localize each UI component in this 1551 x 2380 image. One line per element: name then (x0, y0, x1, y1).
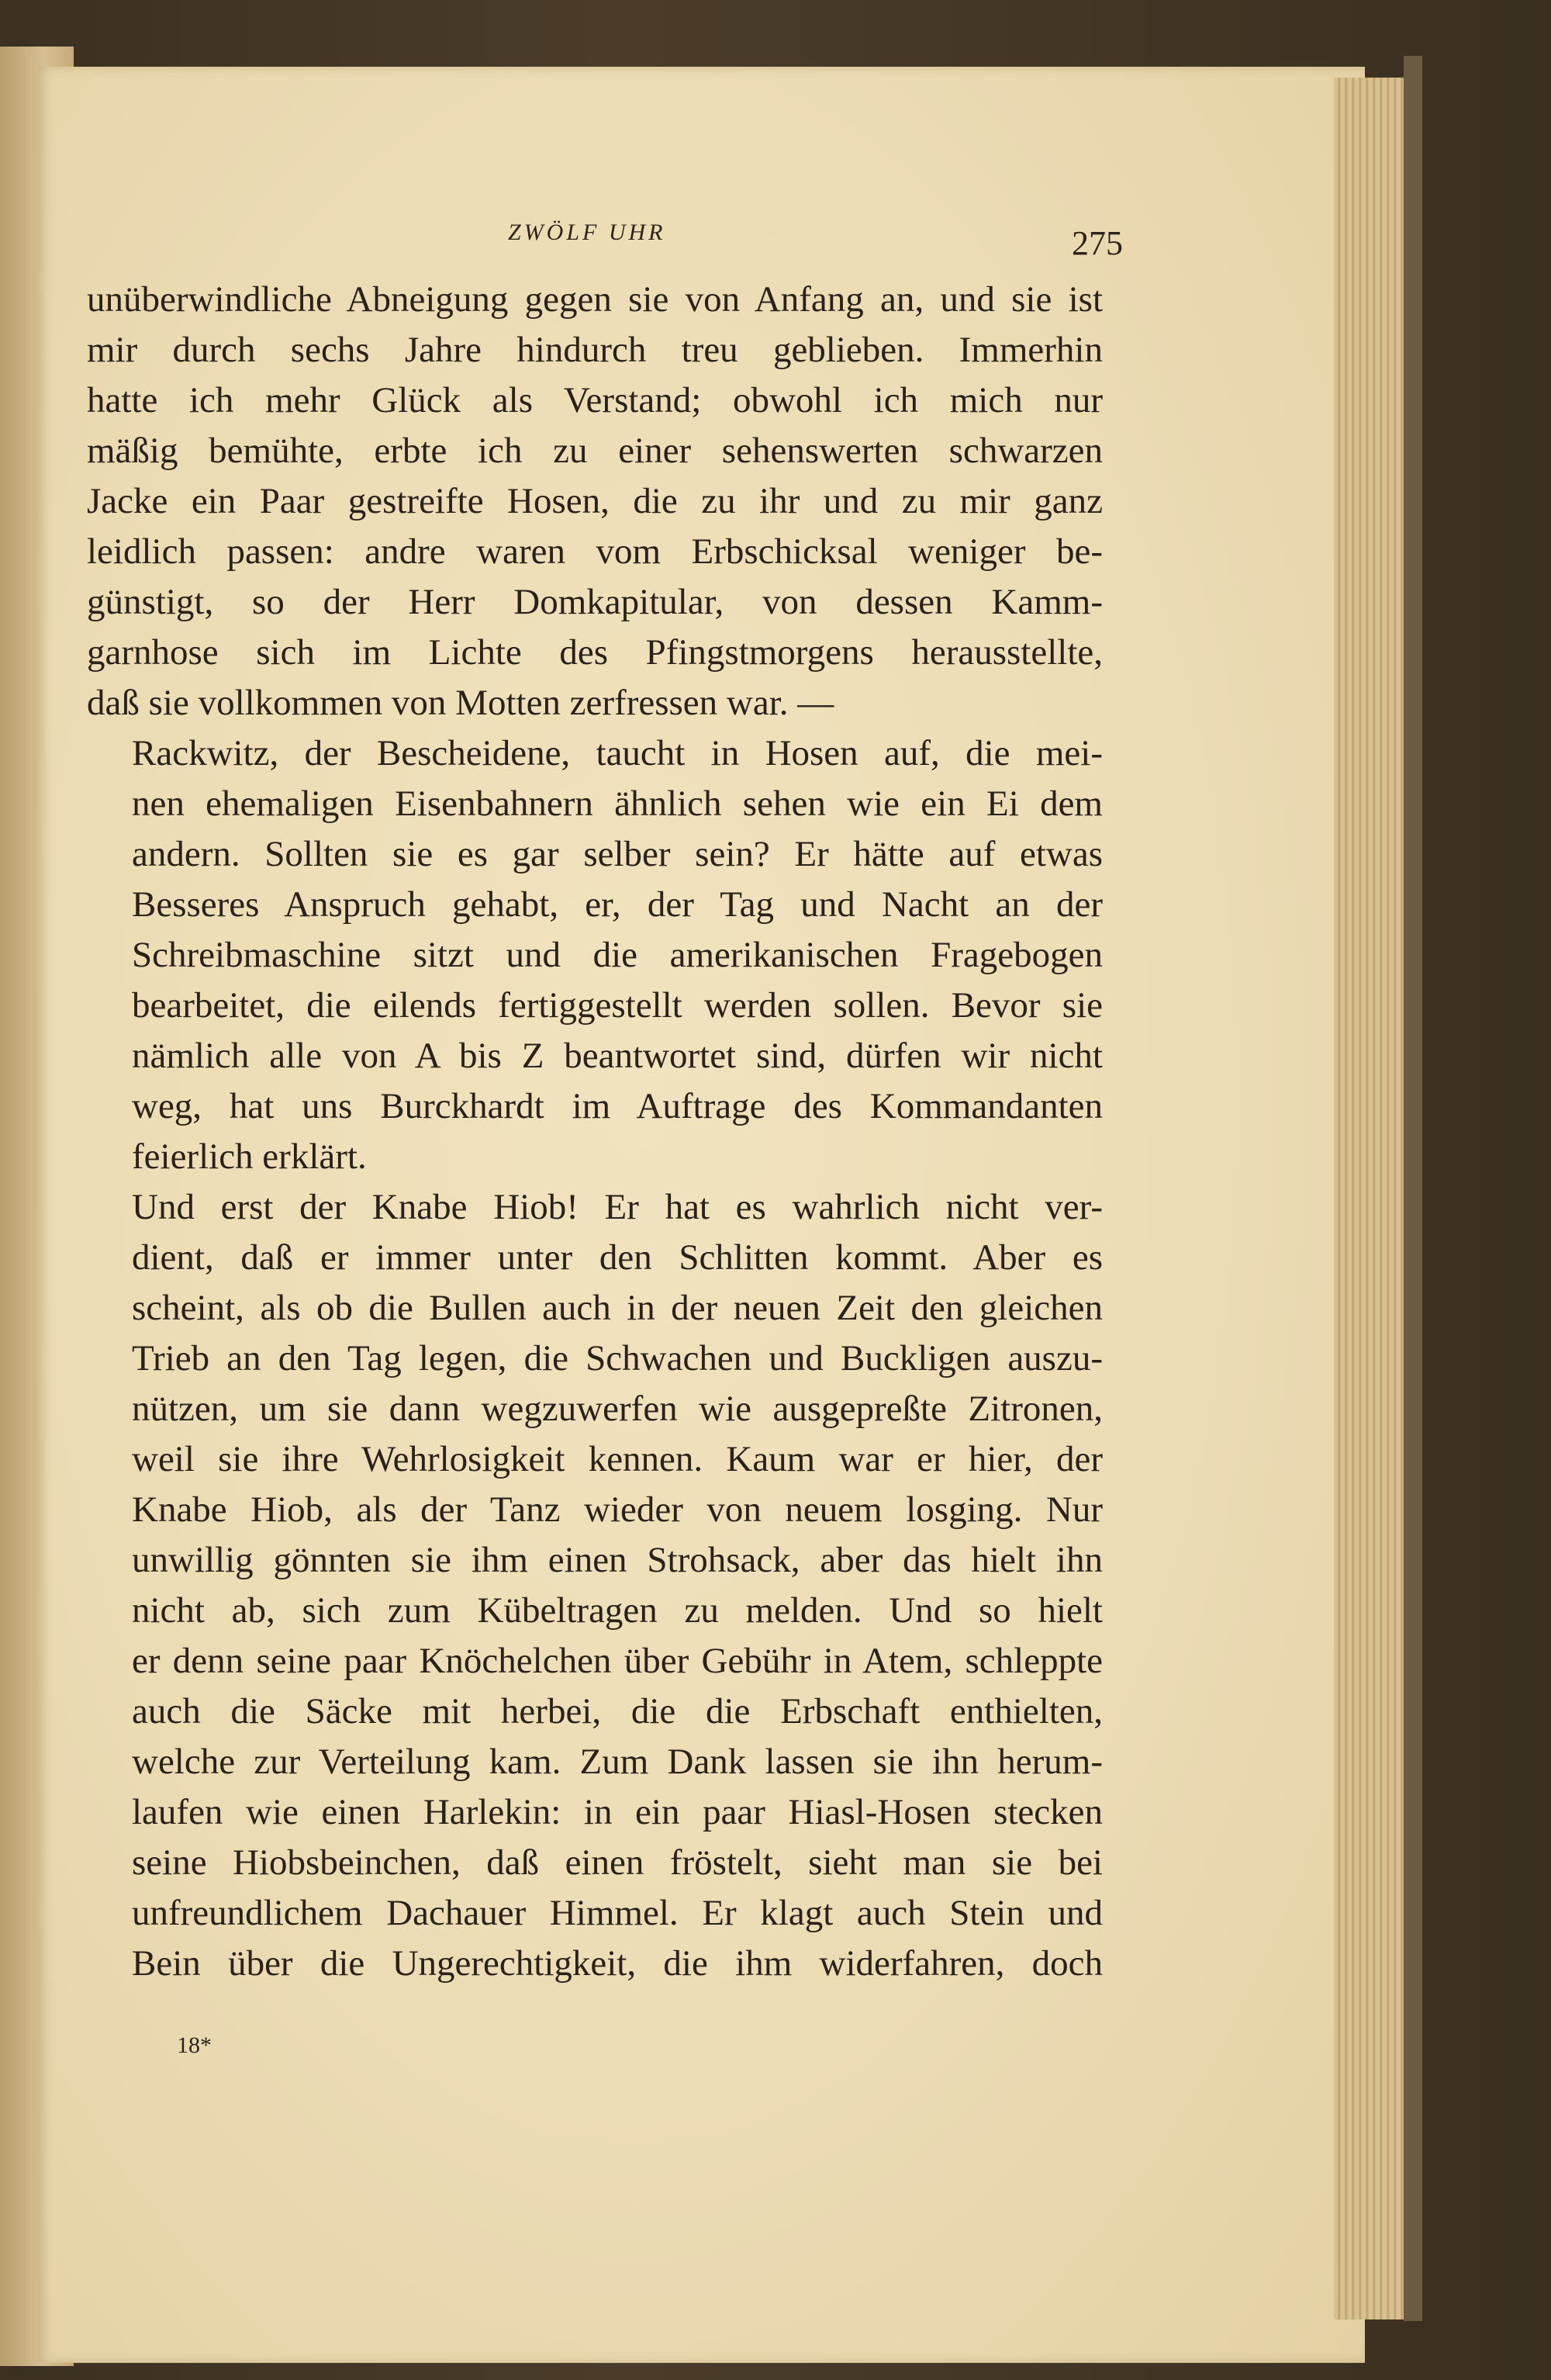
page-number: 275 (1072, 224, 1123, 262)
page-stack-edges (1334, 78, 1404, 2319)
paragraph-3 (87, 1182, 1103, 1989)
text-line: nämlich alle von A bis Z beantwortet sind, dürfen wir nicht (132, 1036, 1103, 1076)
text-line: weg, hat uns Burckhardt im Auftrage des Kommandanten (132, 1086, 1103, 1126)
paragraph-2 (87, 728, 1103, 1182)
text-line: unüberwindliche Abneigung gegen sie von Anfang an, und sie ist (87, 279, 1103, 320)
text-line: welche zur Verteilung kam. Zum Dank lassen sie ihn herum- (132, 1742, 1103, 1782)
paragraph-1 (87, 275, 1103, 728)
text-line: mäßig bemühte, erbte ich zu einer sehenswerten schwarzen (87, 431, 1103, 471)
text-line: dient, daß er immer unter den Schlitten kommt. Aber es (132, 1237, 1103, 1278)
running-head: ZWÖLF UHR (508, 220, 666, 245)
text-line: daß sie vollkommen von Motten zerfressen war. — (87, 683, 834, 723)
text-line: unwillig gönnten sie ihm einen Strohsack, aber das hielt ihn (132, 1540, 1103, 1580)
text-line: Jacke ein Paar gestreifte Hosen, die zu ihr und zu mir ganz (87, 481, 1103, 521)
book-cover-edge (1404, 56, 1422, 2321)
text-line: günstigt, so der Herr Domkapitular, von dessen Kamm- (87, 582, 1103, 622)
text-line: laufen wie einen Harlekin: in ein paar Hiasl-Hosen stecken (132, 1792, 1103, 1832)
text-line: scheint, als ob die Bullen auch in der neuen Zeit den gleichen (132, 1288, 1103, 1328)
text-line: er denn seine paar Knöchelchen über Gebühr in Atem, schleppte (132, 1641, 1103, 1681)
text-line: hatte ich mehr Glück als Verstand; obwohl ich mich nur (87, 380, 1103, 420)
text-line: unfreundlichem Dachauer Himmel. Er klagt auch Stein und (132, 1893, 1103, 1933)
text-line: weil sie ihre Wehrlosigkeit kennen. Kaum war er hier, der (132, 1439, 1103, 1479)
text-line: Schreibmaschine sitzt und die amerikanischen Fragebogen (132, 935, 1103, 975)
body-text (87, 275, 1103, 1989)
text-line: bearbeitet, die eilends fertiggestellt werden sollen. Bevor sie (132, 985, 1103, 1026)
text-line: andern. Sollten sie es gar selber sein? Er hätte auf etwas (132, 834, 1103, 874)
text-line: nen ehemaligen Eisenbahnern ähnlich sehen wie ein Ei dem (132, 784, 1103, 824)
text-line: Rackwitz, der Bescheidene, taucht in Hosen auf, die mei- (132, 733, 1103, 773)
text-line: Knabe Hiob, als der Tanz wieder von neuem losging. Nur (132, 1489, 1103, 1530)
text-line: Trieb an den Tag legen, die Schwachen und Buckligen auszu- (132, 1338, 1103, 1379)
text-line: Und erst der Knabe Hiob! Er hat es wahrlich nicht ver- (132, 1187, 1103, 1227)
text-line: mir durch sechs Jahre hindurch treu geblieben. Immerhin (87, 330, 1103, 370)
text-line: nicht ab, sich zum Kübeltragen zu melden. Und so hielt (132, 1590, 1103, 1631)
text-line: leidlich passen: andre waren vom Erbschicksal weniger be- (87, 531, 1103, 572)
text-line: feierlich erklärt. (132, 1136, 367, 1177)
text-line: Bein über die Ungerechtigkeit, die ihm widerfahren, doch (132, 1943, 1103, 1984)
text-line: Besseres Anspruch gehabt, er, der Tag und Nacht an der (132, 884, 1103, 925)
text-line: auch die Säcke mit herbei, die die Erbschaft enthielten, (132, 1691, 1103, 1731)
signature-mark: 18* (177, 2032, 212, 2058)
text-line: seine Hiobsbeinchen, daß einen fröstelt, sieht man sie bei (132, 1842, 1103, 1883)
text-line: garnhose sich im Lichte des Pfingstmorgens herausstellte, (87, 632, 1103, 673)
text-line: nützen, um sie dann wegzuwerfen wie ausgepreßte Zitronen, (132, 1389, 1103, 1429)
